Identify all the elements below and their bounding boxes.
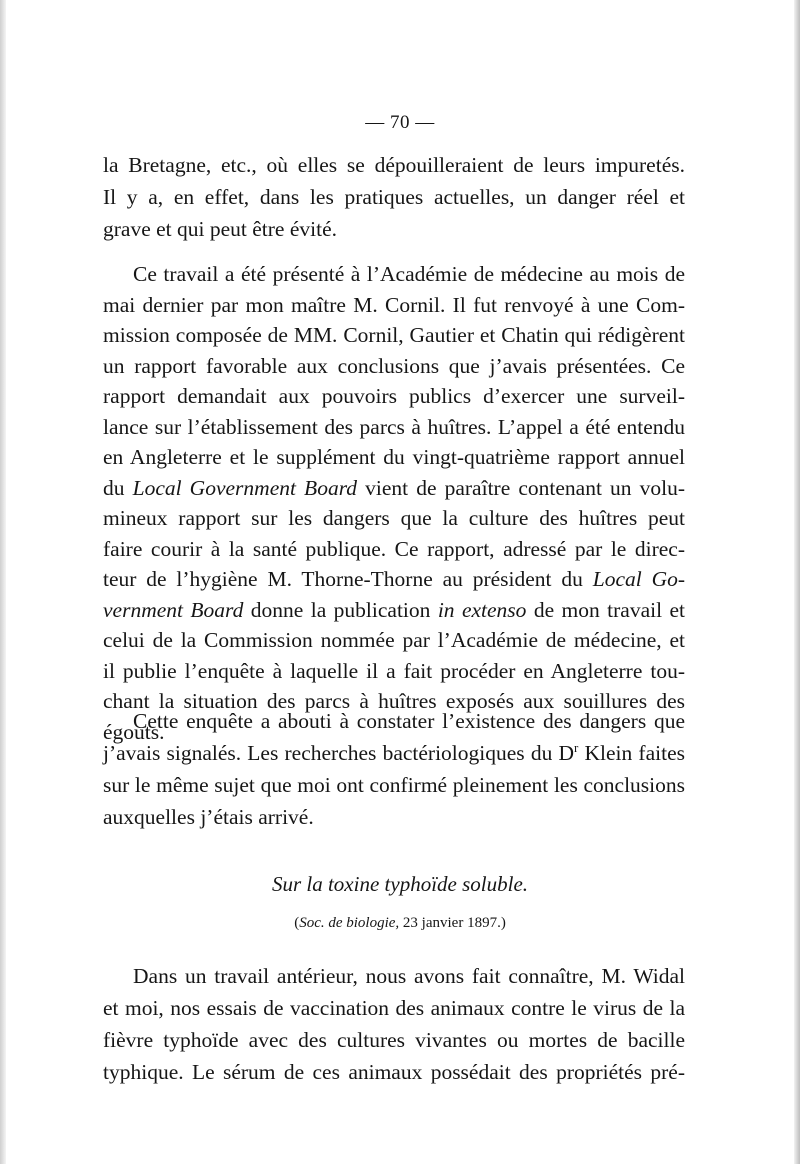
text-line	[103, 563, 685, 595]
text-line: mai dernier par mon maître M. Cornil. Il fut renvoyé à une Com-	[103, 293, 685, 317]
section-citation	[0, 910, 800, 936]
page-number: — 70 —	[365, 112, 435, 133]
superscript: r	[574, 740, 579, 755]
text-line: Il y a, en effet, dans les pratiques actuelles, un danger réel et	[103, 185, 685, 209]
text-line: sur le même sujet que moi ont confirmé pleinement les conclusions	[103, 773, 685, 797]
citation-date: 23 janvier 1897.)	[399, 915, 506, 931]
text-fragment: j’avais signalés. Les recherches bactériologiques du D	[103, 741, 575, 765]
italic-title: vernment Board	[103, 598, 244, 622]
text-fragment: donne la publication	[250, 598, 431, 622]
text-line: en Angleterre et le supplément du vingt-quatrième rapport annuel	[103, 445, 685, 469]
text-line: rapport demandait aux pouvoirs publics d’exercer une surveil-	[103, 384, 685, 408]
italic-title: Local Go-	[592, 567, 686, 591]
section-title: Sur la toxine typhoïde soluble.	[271, 872, 529, 896]
page-right-edge	[794, 0, 800, 1164]
text-fragment: Klein faites	[584, 741, 685, 765]
text-line: il publie l’enquête à laquelle il a fait procéder en Angleterre tou-	[103, 659, 685, 683]
text-line: grave et qui peut être évité.	[103, 217, 338, 241]
text-line: Dans un travail antérieur, nous avons fait connaître, M. Widal	[133, 964, 685, 988]
text-fragment: de mon travail et	[533, 598, 686, 622]
text-line: faire courir à la santé publique. Ce rapport, adressé par le direc-	[103, 537, 685, 561]
text-line	[103, 594, 685, 626]
text-line: typhique. Le sérum de ces animaux possédait des propriétés pré-	[103, 1060, 685, 1084]
text-line: mission composée de MM. Cornil, Gautier et Chatin qui rédigèrent	[103, 323, 685, 347]
text-line: mineux rapport sur les dangers que la culture des huîtres peut	[103, 506, 685, 530]
text-line: un rapport favorable aux conclusions que j’avais présentées. Ce	[103, 354, 685, 378]
text-line: la Bretagne, etc., où elles se dépouilleraient de leurs impuretés.	[103, 153, 685, 177]
text-line: chant la situation des parcs à huîtres exposés aux souillures des	[103, 689, 685, 713]
text-line: Cette enquête a abouti à constater l’existence des dangers que	[133, 709, 685, 733]
text-fragment: teur de l’hygiène M. Thorne-Thorne au président du	[103, 567, 583, 591]
text-line: auxquelles j’étais arrivé.	[103, 805, 314, 829]
text-line	[103, 472, 685, 504]
page-left-edge	[0, 0, 6, 1164]
text-line: Ce travail a été présenté à l’Académie de médecine au mois de	[133, 262, 685, 286]
text-line: celui de la Commission nommée par l’Académie de médecine, et	[103, 628, 685, 652]
citation-open: (	[294, 915, 300, 931]
text-line	[103, 737, 685, 769]
word: du	[103, 476, 125, 500]
italic-phrase: in extenso	[437, 598, 527, 622]
italic-title: Local Government Board	[132, 476, 358, 500]
text-line: égouts.	[103, 720, 165, 744]
text-line: lance sur l’établissement des parcs à huîtres. L’appel a été entendu	[103, 415, 685, 439]
text-fragment: vient de paraître contenant un volu-	[365, 476, 686, 500]
text-line: et moi, nos essais de vaccination des animaux contre le virus de la	[103, 996, 685, 1020]
text-line: fièvre typhoïde avec des cultures vivantes ou mortes de bacille	[103, 1028, 685, 1052]
citation-journal: Soc. de biologie,	[299, 915, 400, 931]
